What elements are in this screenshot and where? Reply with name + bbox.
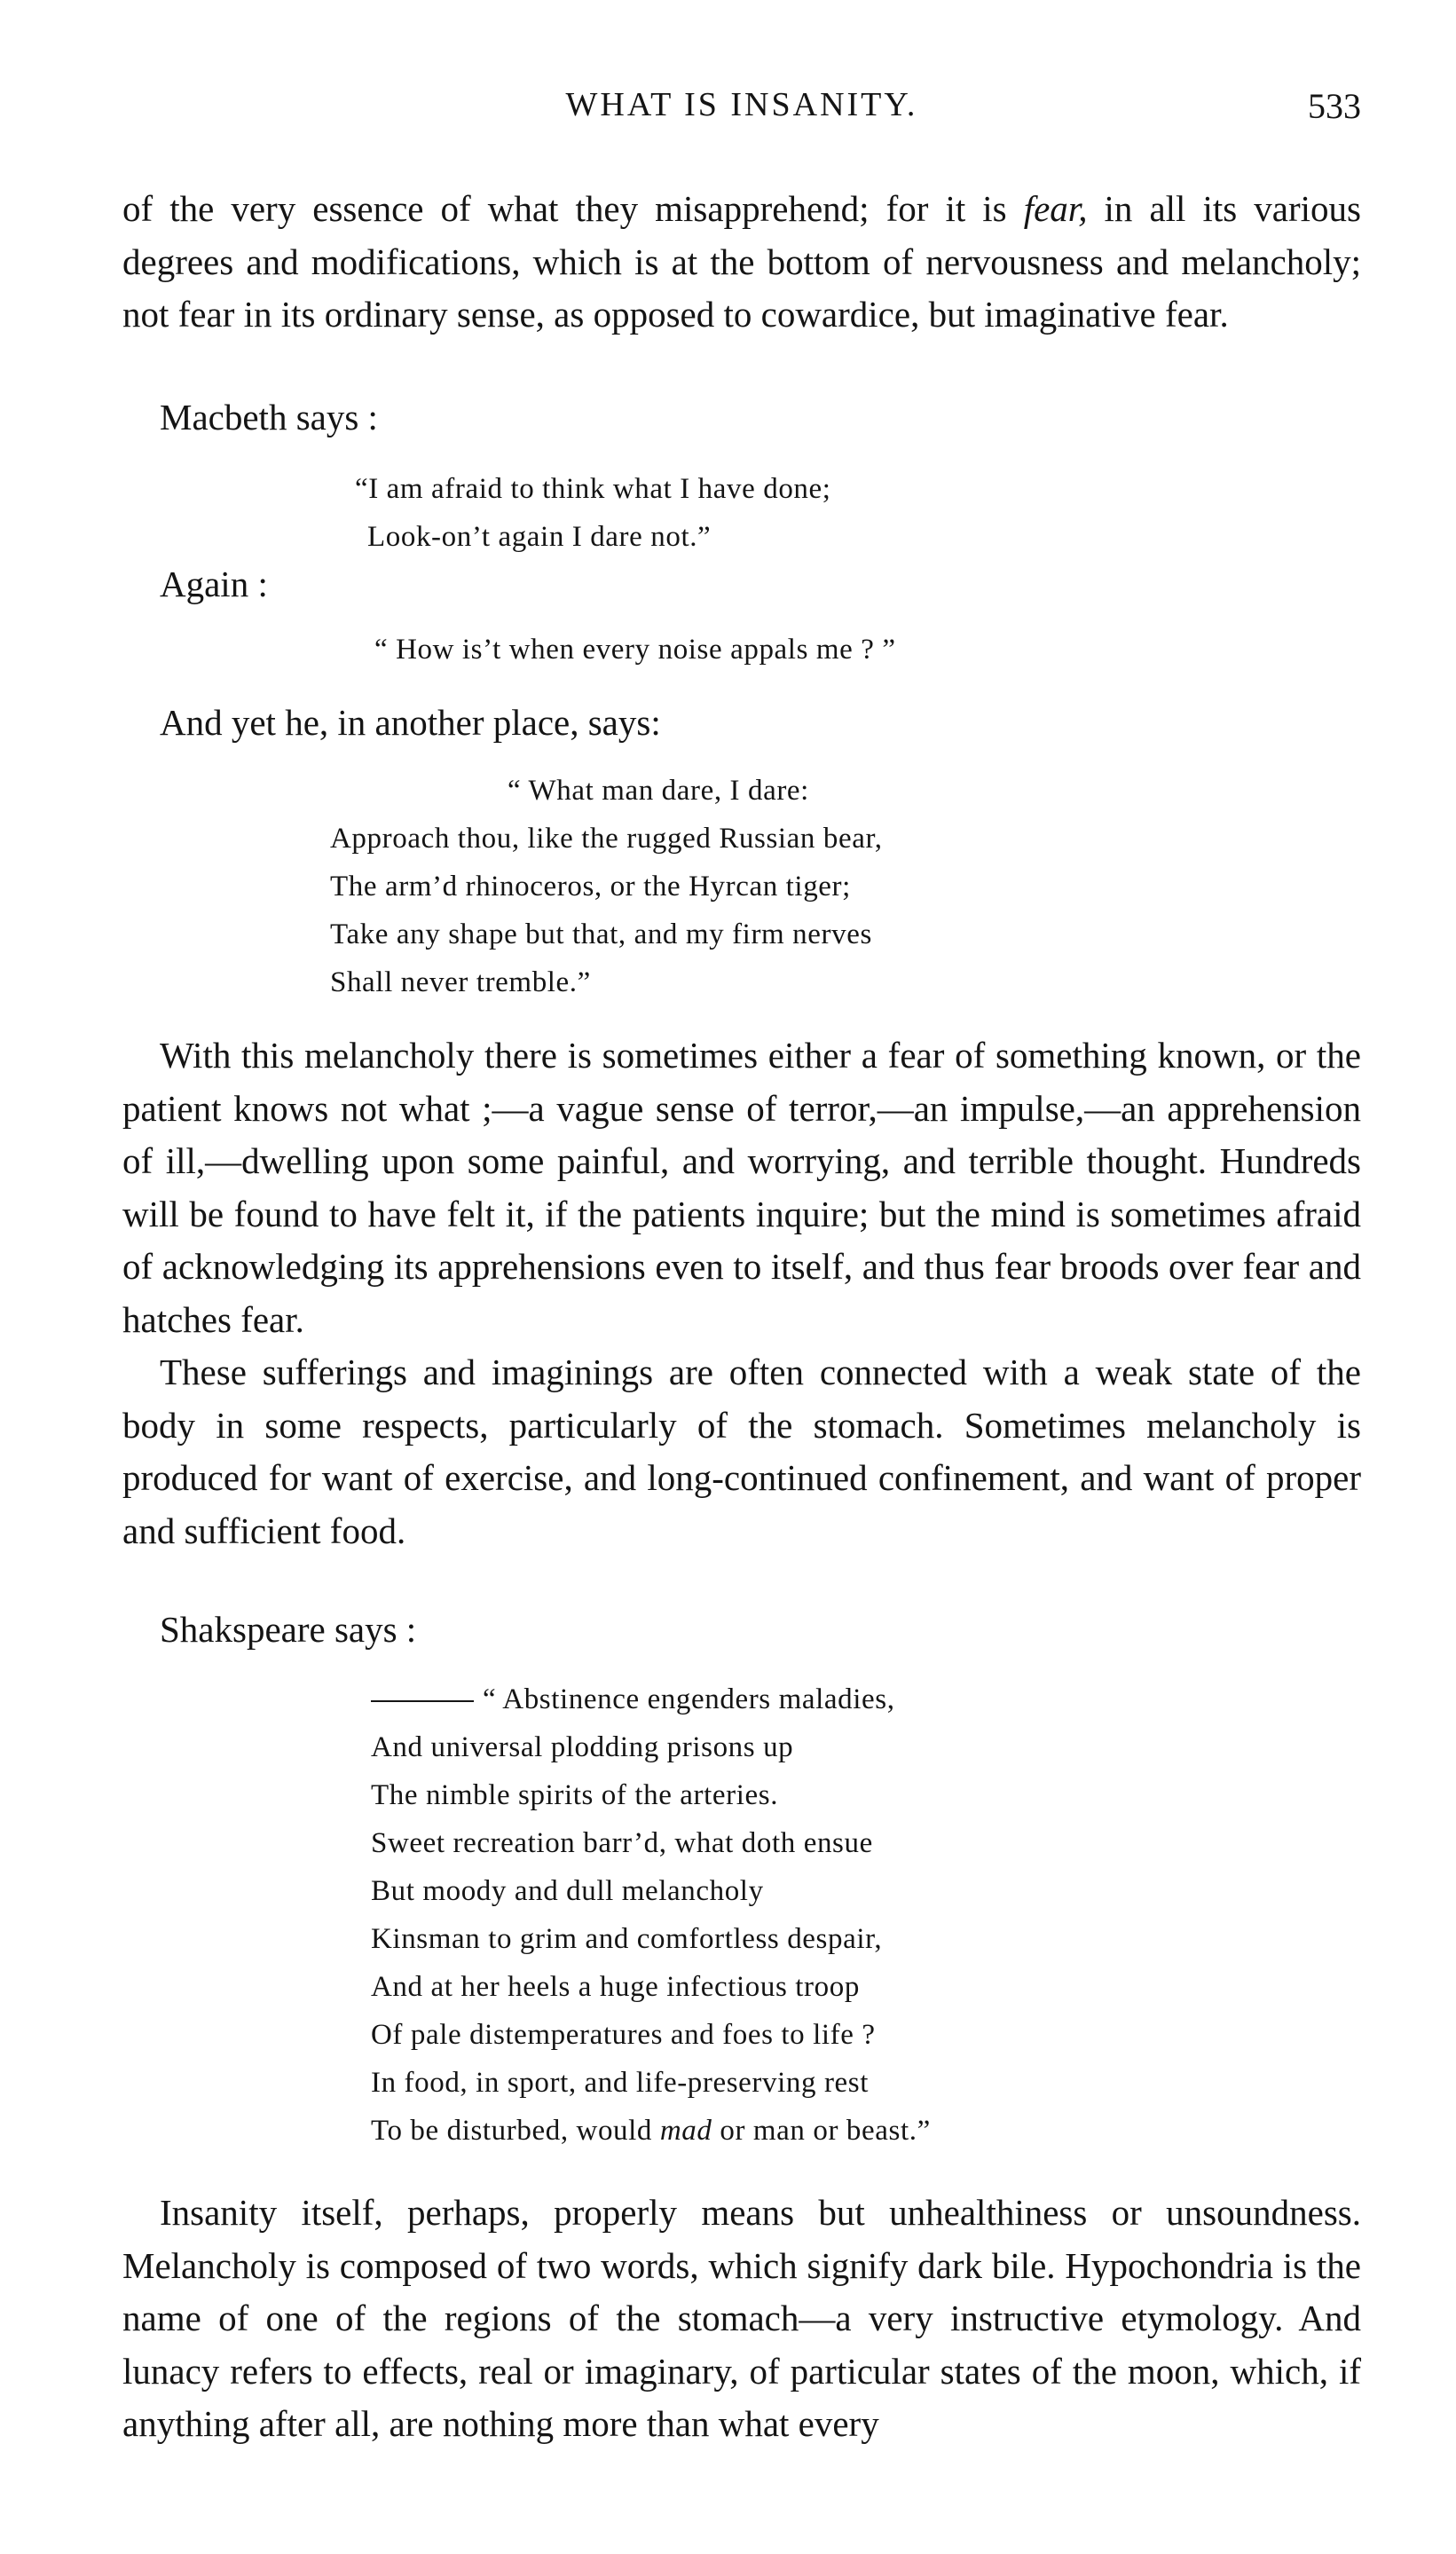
quote-macbeth-dare: [330, 767, 883, 1006]
verse-line: And at her heels a huge infectious troop: [371, 1971, 860, 2003]
verse-line: “ What man dare, I dare:: [508, 775, 809, 807]
quote-macbeth-noise: [374, 626, 896, 674]
paragraph-2: With this melancholy there is sometimes either a fear of something known, or the patient knows not what ;—a vague sense of terror,—an impulse,—an apprehension of ill,—dwelling upon some painful, and worrying, and terrible thought. Hundreds will be found to have felt it, if the patients inquire; but the mind is sometimes afraid of acknowledging its apprehensions even to itself, and thus fear broods over fear and hatches fear.: [122, 1035, 1361, 1340]
verse-line: Look-on’t again I dare not.”: [367, 521, 712, 553]
emphasis-mad: mad: [659, 2115, 712, 2147]
paragraph-1-start: of the very essence of what they misapprehend; for it is: [122, 188, 1024, 229]
running-title: WHAT IS INSANITY.: [565, 86, 918, 123]
intro-again: Again :: [160, 564, 268, 604]
paragraph-4-container: [122, 2187, 1361, 2451]
paragraph-1: [122, 183, 1361, 342]
verse-line: Kinsman to grim and comfortless despair,: [371, 1923, 883, 1955]
verse-line: [371, 2107, 931, 2155]
intro-macbeth: Macbeth says :: [160, 397, 378, 437]
paragraph-1-end: in all its various degrees and modifications, which is at the bottom of nervousness and melancholy; not fear in its ordinary sense, as opposed to cowardice, but imaginative fear.: [122, 188, 1361, 335]
quote-macbeth-afraid: [355, 465, 831, 561]
verse-line: In food, in sport, and life-preserving rest: [371, 2067, 869, 2099]
verse-line: Take any shape but that, and my firm nerves: [330, 918, 872, 950]
paragraph-3: These sufferings and imaginings are often connected with a weak state of the body in some respects, particularly of the stomach. Sometimes melancholy is produced for want of exercise, and long-continued confinement, and want of proper and sufficient food.: [122, 1352, 1361, 1551]
em-dash-rule: [371, 1700, 474, 1702]
verse-line: But moody and dull melancholy: [371, 1875, 764, 1907]
intro-shakspeare: Shakspeare says :: [160, 1609, 417, 1650]
paragraph-4: Insanity itself, perhaps, properly means but unhealthiness or unsoundness. Melancholy is composed of two words, which signify dark bile. Hypochondria is the name of one of the regions of the stomach—a very instructive etymology. And lunacy refers to effects, real or imaginary, of particular states of the moon, which, if anything after all, are nothing more than what every: [122, 2192, 1361, 2444]
verse-line-end: or man or beast.”: [712, 2115, 931, 2147]
paragraph-1-text: [122, 183, 1361, 342]
intro-another-place: And yet he, in another place, says:: [160, 702, 661, 743]
paragraphs-melancholy: [122, 1029, 1361, 1557]
verse-line-start: To be disturbed, would: [371, 2115, 660, 2147]
page-header: [122, 85, 1361, 135]
verse-line: Shall never tremble.”: [330, 966, 591, 998]
verse-line: [371, 1675, 931, 1723]
verse-line: “ How is’t when every noise appals me ? ”: [374, 634, 896, 666]
verse-line: Sweet recreation barr’d, what doth ensue: [371, 1827, 873, 1859]
verse-line: “I am afraid to think what I have done;: [355, 473, 831, 505]
quote-shakspeare: [371, 1675, 931, 2155]
verse-line: The nimble spirits of the arteries.: [371, 1779, 779, 1811]
emphasis-fear: fear,: [1023, 188, 1088, 229]
verse-line: Of pale distemperatures and foes to life ?: [371, 2019, 876, 2051]
verse-line: The arm’d rhinoceros, or the Hyrcan tiger;: [330, 871, 851, 903]
verse-line: And universal plodding prisons up: [371, 1731, 794, 1763]
verse-line: Approach thou, like the rugged Russian bear,: [330, 823, 883, 855]
page-number: 533: [1308, 86, 1361, 126]
verse-line-text: “ Abstinence engenders maladies,: [483, 1683, 895, 1715]
